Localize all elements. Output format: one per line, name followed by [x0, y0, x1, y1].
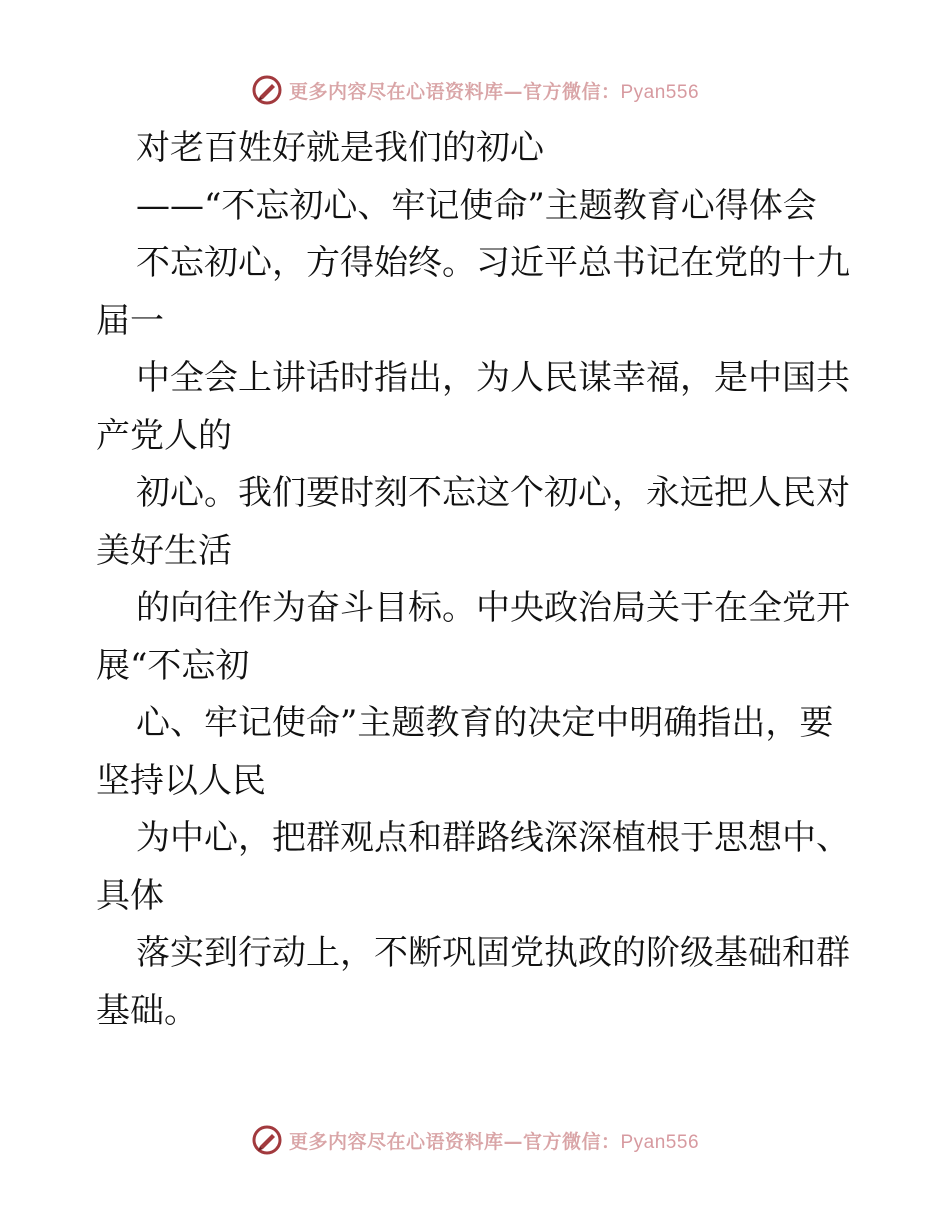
- watermark-account: Pyan556: [620, 1131, 700, 1153]
- paragraph-line: 基础。: [96, 990, 198, 1031]
- watermark-text: 更多内容尽在心语资料库—官方微信：Pyan556: [288, 1130, 700, 1153]
- document-title: 对老百姓好就是我们的初心: [136, 128, 544, 168]
- paragraph-line: 中全会上讲话时指出，为人民谋幸福，是中国共: [136, 358, 850, 398]
- paragraph-line: 具体: [96, 875, 164, 916]
- paragraph-line: 不忘初心，方得始终。习近平总书记在党的十九: [136, 243, 850, 283]
- paragraph-line: 美好生活: [96, 530, 232, 571]
- watermark-header: [0, 70, 950, 110]
- document-subtitle: ——“不忘初心、牢记使命”主题教育心得体会: [136, 185, 817, 226]
- pen-logo-icon: [251, 1124, 283, 1156]
- paragraph-line: 产党人的: [96, 415, 232, 456]
- watermark-footer: [0, 1120, 950, 1160]
- pen-logo-icon: [251, 74, 283, 106]
- watermark-account: Pyan556: [620, 81, 700, 103]
- paragraph-line: 落实到行动上，不断巩固党执政的阶级基础和群: [136, 933, 850, 973]
- watermark-text: 更多内容尽在心语资料库—官方微信：Pyan556: [288, 80, 700, 103]
- paragraph-line: 初心。我们要时刻不忘这个初心，永远把人民对: [136, 473, 850, 513]
- paragraph-line: 的向往作为奋斗目标。中央政治局关于在全党开: [136, 588, 850, 628]
- paragraph-line: 届一: [96, 300, 164, 341]
- paragraph-line: 展“不忘初: [96, 645, 250, 686]
- paragraph-line: 为中心，把群观点和群路线深深植根于思想中、: [136, 818, 850, 858]
- paragraph-line: 心、牢记使命”主题教育的决定中明确指出，要: [136, 703, 834, 743]
- paragraph-line: 坚持以人民: [96, 760, 266, 801]
- document-body: [96, 120, 856, 1040]
